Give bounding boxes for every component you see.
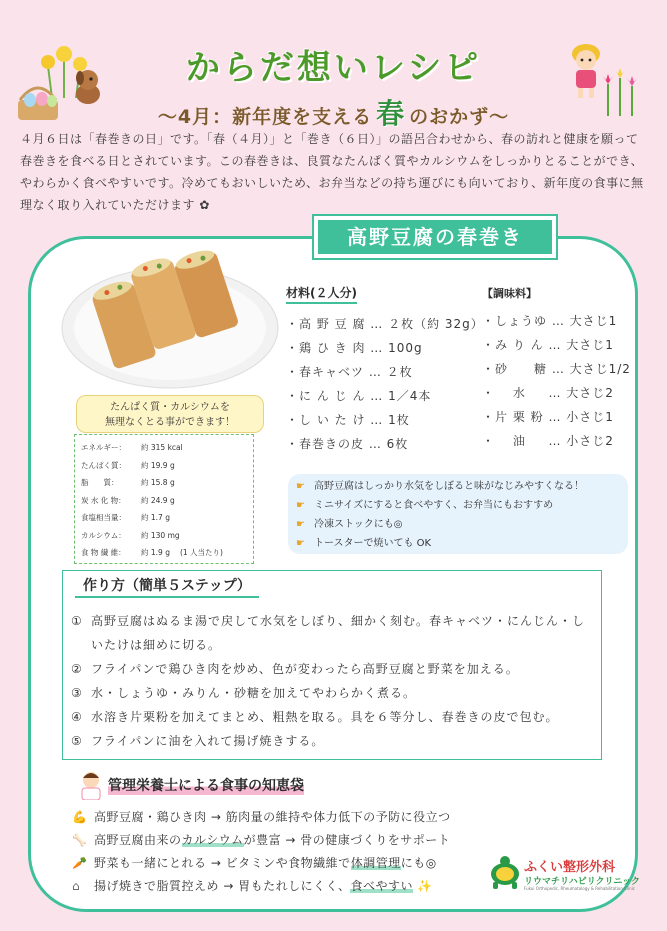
step-text: 水・しょうゆ・みりん・砂糖を加えてやわらかく煮る。 xyxy=(91,686,417,700)
ingredients-title: 材料(２人分) xyxy=(286,284,357,304)
nutrition-row xyxy=(81,509,247,527)
hand-point-icon: ☛ xyxy=(296,500,305,511)
nutrition-label: 炭 水 化 物： xyxy=(81,495,126,505)
step-item xyxy=(71,657,591,681)
per-person-note: (1 人当たり) xyxy=(179,548,223,557)
nutrition-value: 約 15.8 g xyxy=(141,478,175,487)
step-number: ④ xyxy=(71,710,83,724)
tip-item xyxy=(296,515,620,534)
tip-text: トースターで焼いても OK xyxy=(314,538,432,549)
steps-title: 作り方（簡単５ステップ） xyxy=(75,575,259,598)
step-text: 高野豆腐はぬるま湯で戻して水気をしぼり、細かく刻む。春キャベツ・にんじん・しいたけは細めに切る。 xyxy=(91,614,586,652)
nutrition-label: たんぱく質： xyxy=(81,460,126,470)
nutrition-label: 食 物 繊 維： xyxy=(81,548,126,557)
nutrition-row xyxy=(81,544,247,562)
step-text: フライパンに油を入れて揚げ焼きする。 xyxy=(91,734,325,748)
clinic-subtitle: リウマチリハビリクリニック xyxy=(524,877,641,887)
clinic-english-name: Fukui Orthopedic, Rheumatology & Rehabilitation Clinic xyxy=(524,886,635,891)
wisdom-item xyxy=(72,829,492,852)
seasoning-title: 【調味料】 xyxy=(482,287,537,300)
seasoning-item: ・砂 糖 … 大さじ1/2 xyxy=(482,362,631,376)
tip-item xyxy=(296,496,620,515)
nutrition-row xyxy=(81,492,247,510)
ingredients-list xyxy=(286,312,484,456)
nutrition-label: エネルギー： xyxy=(81,443,126,452)
nutrition-row xyxy=(81,457,247,475)
muscle-icon: 💪 xyxy=(72,810,88,824)
hand-point-icon: ☛ xyxy=(296,519,305,530)
wisdom-highlight: カルシウム xyxy=(181,833,244,847)
tips-box xyxy=(288,474,628,554)
wisdom-text: 揚げ焼きで脂質控えめ → 胃もたれしにくく、 xyxy=(94,879,351,893)
seasoning-list xyxy=(482,309,631,453)
hand-point-icon: ☛ xyxy=(296,481,305,492)
wisdom-text: 高野豆腐由来の xyxy=(94,833,182,847)
nutrition-value: 約 1.7 g xyxy=(141,513,170,522)
ingredient-item: ・に ん じ ん … 1／4本 xyxy=(286,389,432,403)
seasonings xyxy=(482,282,631,453)
nutrition-value: 約 19.9 g xyxy=(141,460,175,470)
nutrition-value: 約 130 mg xyxy=(141,530,180,540)
step-item xyxy=(71,729,591,753)
nutrition-value: 約 24.9 g xyxy=(141,495,175,505)
step-number: ① xyxy=(71,614,83,628)
steps-list xyxy=(71,609,591,753)
vegetable-icon: 🥕 xyxy=(72,856,88,870)
intro-text: ４月６日は「春巻きの日」です。「春（４月）」と「巻き（６日）」の語呂合わせから、春の訪れと健康を願って春巻きを食べる日とされています。この春巻きは、良質なたんぱく質やカルシウムをしっかりとることができ、やわらかく食べやすいです。冷めてもおいしいため、お弁当などの持ち運びにも向いており、新年度の食事に無理なく取り入れていただけます ✿ xyxy=(20,132,644,212)
ingredients-main xyxy=(286,282,484,456)
page-subtitle xyxy=(0,92,667,132)
subtitle-suffix: のおかず～ xyxy=(409,106,510,128)
tip-item xyxy=(296,534,620,553)
stomach-icon: ⌂ xyxy=(72,879,81,893)
hand-point-icon: ☛ xyxy=(296,538,305,549)
nutrition-value: 約 1.9 g xyxy=(141,548,170,557)
nutrition-label: 脂 質： xyxy=(81,478,119,487)
wisdom-text: が豊富 → 骨の健康づくりをサポート xyxy=(243,833,451,847)
wisdom-highlight: 体調管理 xyxy=(350,856,401,870)
seasoning-item: ・ 水 … 大さじ2 xyxy=(482,386,614,400)
seasoning-item: ・ 油 … 小さじ2 xyxy=(482,434,614,448)
page-title: からだ想いレシピ xyxy=(185,48,482,88)
ingredient-item: ・し い た け … 1枚 xyxy=(286,413,410,427)
dietitian-icon xyxy=(78,770,104,800)
nutrition-row xyxy=(81,439,247,457)
nutrition-label: カルシウム： xyxy=(81,530,126,540)
wisdom-item xyxy=(72,875,492,898)
clinic-name: ふくい整形外科 xyxy=(524,860,616,875)
step-number: ⑤ xyxy=(71,734,83,748)
wisdom-text: にも◎ xyxy=(400,856,437,870)
seasoning-item: ・しょうゆ … 大さじ1 xyxy=(482,314,618,328)
wisdom-title: 管理栄養士による食事の知恵袋 xyxy=(108,775,304,795)
seasoning-item: ・み り ん … 大さじ1 xyxy=(482,338,614,352)
nutrition-value: 約 315 kcal xyxy=(141,443,183,452)
nutrition-row xyxy=(81,474,247,492)
wisdom-text: 高野豆腐・鶏ひき肉 → 筋肉量の維持や体力低下の予防に役立つ xyxy=(94,810,451,824)
bone-icon: 🦴 xyxy=(72,833,88,847)
step-number: ② xyxy=(71,662,83,676)
nutrition-bubble xyxy=(76,395,264,433)
bubble-line: たんぱく質・カルシウムを xyxy=(110,402,230,413)
step-number: ③ xyxy=(71,686,83,700)
step-text: フライパンで鶏ひき肉を炒め、色が変わったら高野豆腐と野菜を加える。 xyxy=(91,662,519,676)
tip-item xyxy=(296,477,620,496)
wisdom-text: ✨ xyxy=(412,879,433,893)
tip-text: ミニサイズにすると食べやすく、お弁当にもおすすめ xyxy=(314,500,554,511)
wisdom-highlight: 食べやすい xyxy=(350,879,413,893)
ingredient-item: ・鶏 ひ き 肉 … 100g xyxy=(286,341,423,355)
turtle-logo-icon xyxy=(488,854,522,890)
subtitle-highlight: 春 xyxy=(376,97,406,130)
ingredient-item: ・春キャベツ … ２枚 xyxy=(286,365,413,379)
wisdom-item xyxy=(72,806,492,829)
wisdom-item xyxy=(72,852,492,875)
nutrition-table xyxy=(74,434,254,564)
wisdom-text: 野菜も一緒にとれる → ビタミンや食物繊維で xyxy=(94,856,351,870)
steps-box xyxy=(62,570,602,760)
step-item xyxy=(71,705,591,729)
recipe-title: 高野豆腐の春巻き xyxy=(314,216,556,258)
step-item xyxy=(71,681,591,705)
nutrition-label: 食塩相当量： xyxy=(81,513,126,522)
ingredient-item: ・春巻きの皮 … 6枚 xyxy=(286,437,409,451)
ingredient-item: ・高 野 豆 腐 … ２枚（約 32g） xyxy=(286,317,484,331)
step-text: 水溶き片栗粉を加えてまとめ、粗熱を取る。具を６等分し、春巻きの皮で包む。 xyxy=(91,710,559,724)
step-item xyxy=(71,609,591,657)
nutrition-row xyxy=(81,527,247,545)
bubble-line: 無理なくとる事ができます！ xyxy=(105,417,235,428)
tip-text: 高野豆腐はしっかり水気をしぼると味がなじみやすくなる！ xyxy=(314,481,584,492)
tip-text: 冷凍ストックにも◎ xyxy=(314,519,403,530)
subtitle-prefix: ～4月：新年度を支える xyxy=(157,106,373,128)
dish-photo xyxy=(60,232,280,392)
wisdom-list xyxy=(72,806,492,898)
seasoning-item: ・片 栗 粉 … 小さじ1 xyxy=(482,410,614,424)
